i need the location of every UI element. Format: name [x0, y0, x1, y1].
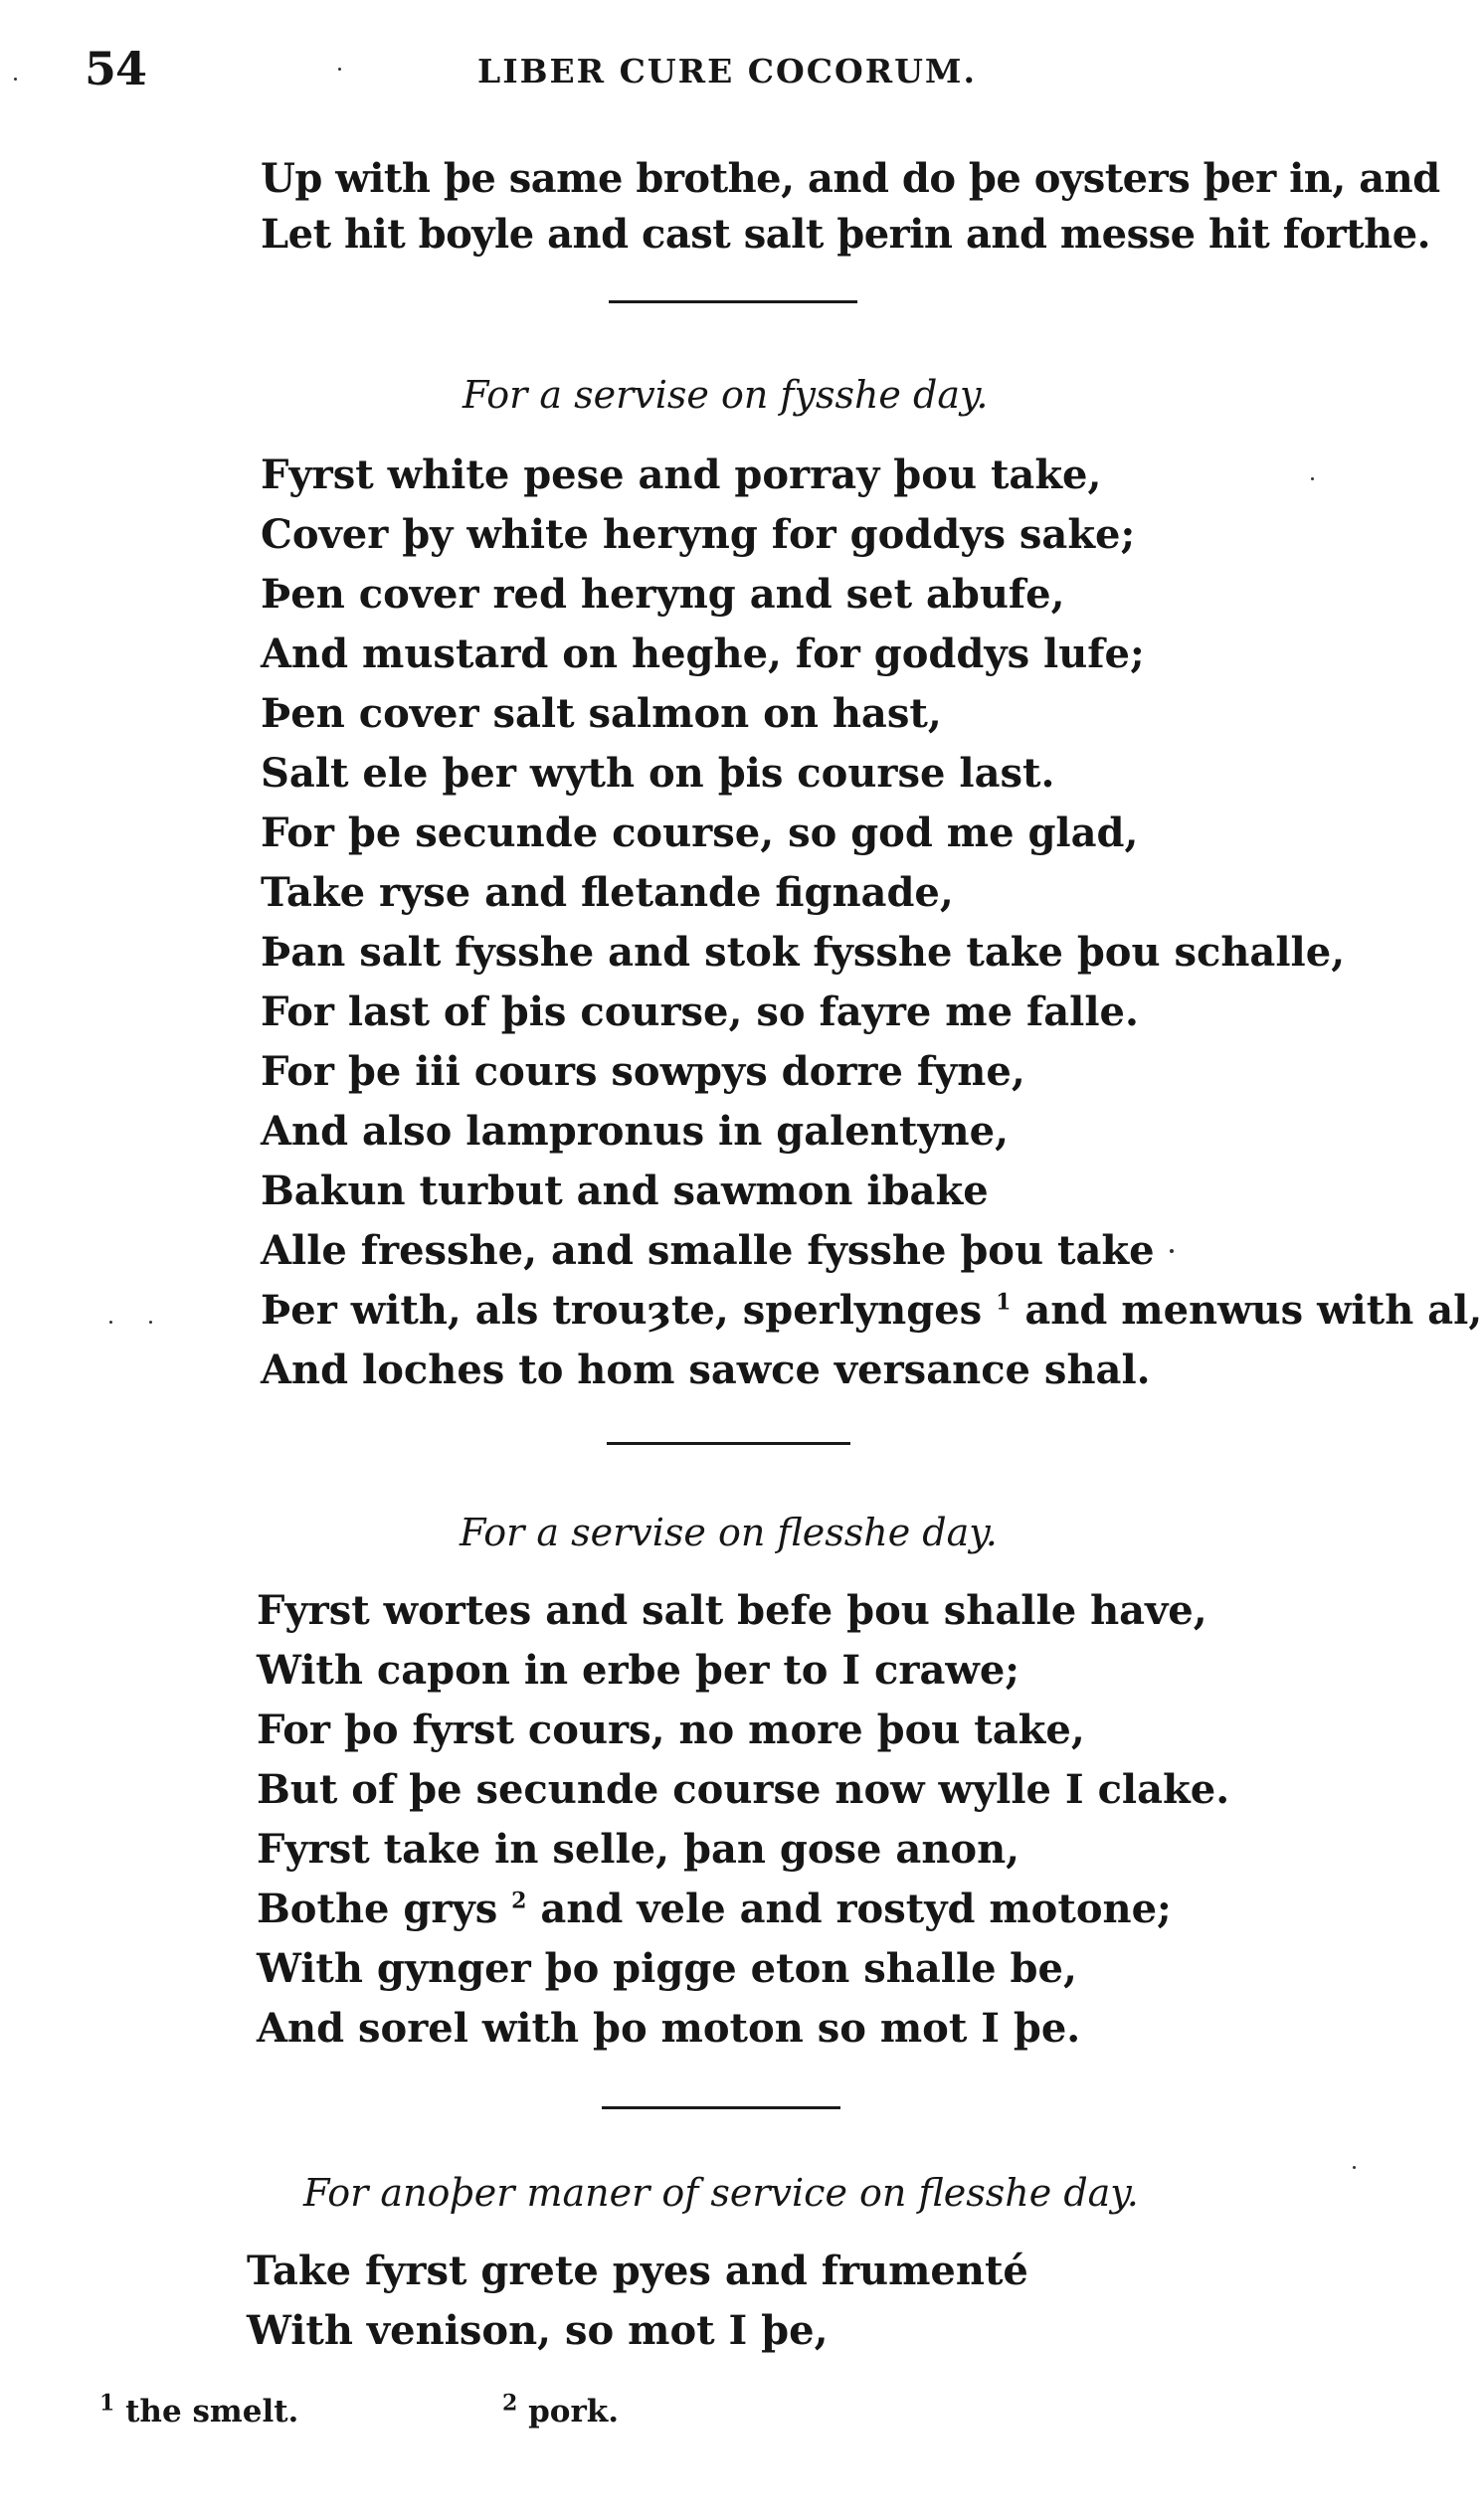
footnote-marker: 2: [502, 2390, 518, 2417]
section-heading-fish-day: For a servise on fysshe day.: [463, 373, 989, 417]
section-heading-flesh-day: For a servise on flesshe day.: [460, 1511, 998, 1554]
verse-line: Þen cover red heryng and set abufe,: [261, 571, 1065, 618]
opening-line: Up with þe same brothe, and do þe oysters þer in, and: [261, 155, 1440, 202]
scan-speck: [1311, 477, 1314, 480]
verse-line: Alle fresshe, and smalle fysshe þou take: [261, 1227, 1155, 1274]
verse-line: And mustard on heghe, for goddys lufe;: [261, 630, 1145, 677]
section-divider: [609, 300, 857, 303]
verse-line: Salt ele þer wyth on þis course last.: [261, 750, 1055, 797]
opening-line: Let hit boyle and cast salt þerin and messe hit forthe.: [261, 211, 1431, 258]
verse-line-footnoted: [257, 1886, 1172, 1932]
verse-line-text: Bothe grys: [257, 1886, 498, 1932]
verse-line: With venison, so mot I þe,: [247, 2307, 829, 2354]
section-divider: [602, 2106, 840, 2109]
section-divider: [607, 1442, 850, 1445]
section-heading-another-flesh-day: For anoþer maner of service on flesshe day.: [303, 2171, 1139, 2215]
scan-speck: [338, 68, 341, 71]
scan-speck: [149, 1321, 152, 1324]
scan-speck: [1170, 1249, 1174, 1253]
verse-line: And sorel with þo moton so mot I þe.: [257, 2005, 1081, 2052]
verse-line: Þan salt fysshe and stok fysshe take þou schalle,: [261, 929, 1346, 976]
footnote-marker: 2: [511, 1888, 527, 1914]
verse-line: And also lampronus in galentyne,: [261, 1108, 1010, 1155]
verse-line-text: Þer with, als trouȝte, sperlynges: [261, 1287, 983, 1334]
verse-line: Fyrst wortes and salt befe þou shalle have,: [257, 1587, 1207, 1634]
verse-line: For last of þis course, so fayre me falle.: [261, 989, 1139, 1035]
footnote-2: [502, 2390, 620, 2430]
verse-line: Bakun turbut and sawmon ibake: [261, 1168, 989, 1214]
scan-speck: [1353, 2166, 1356, 2169]
footnote-marker: 1: [99, 2390, 115, 2417]
verse-line-text: and menwus with al,: [1024, 1287, 1482, 1334]
verse-line: Þen cover salt salmon on hast,: [261, 690, 942, 737]
verse-line: For þe secunde course, so god me glad,: [261, 810, 1139, 856]
footnote-1: [99, 2390, 299, 2430]
verse-line-footnoted: [261, 1287, 1482, 1334]
verse-line: Take ryse and fletande fignade,: [261, 869, 954, 916]
scan-speck: [109, 1321, 112, 1324]
page-number: 54: [85, 42, 147, 95]
verse-line: For þo fyrst cours, no more þou take,: [257, 1707, 1085, 1753]
verse-line: But of þe secunde course now wylle I clake.: [257, 1766, 1230, 1813]
running-title: LIBER CURE COCORUM.: [477, 52, 977, 90]
verse-line: With capon in erbe þer to I crawe;: [257, 1647, 1020, 1694]
verse-line: Fyrst take in selle, þan gose anon,: [257, 1826, 1020, 1873]
footnote-text: pork.: [528, 2394, 620, 2430]
footnote-marker: 1: [996, 1289, 1012, 1316]
verse-line: For þe iii cours sowpys dorre fyne,: [261, 1048, 1025, 1095]
verse-line: With gynger þo pigge eton shalle be,: [257, 1945, 1077, 1992]
footnote-text: the smelt.: [125, 2394, 299, 2430]
verse-line: Cover þy white heryng for goddys sake;: [261, 511, 1136, 558]
verse-line: Take fyrst grete pyes and frumenté: [247, 2248, 1028, 2294]
verse-line-text: and vele and rostyd motone;: [540, 1886, 1172, 1932]
verse-line: And loches to hom sawce versance shal.: [261, 1347, 1151, 1393]
verse-line: Fyrst white pese and porray þou take,: [261, 451, 1102, 498]
scan-speck: [14, 78, 17, 81]
